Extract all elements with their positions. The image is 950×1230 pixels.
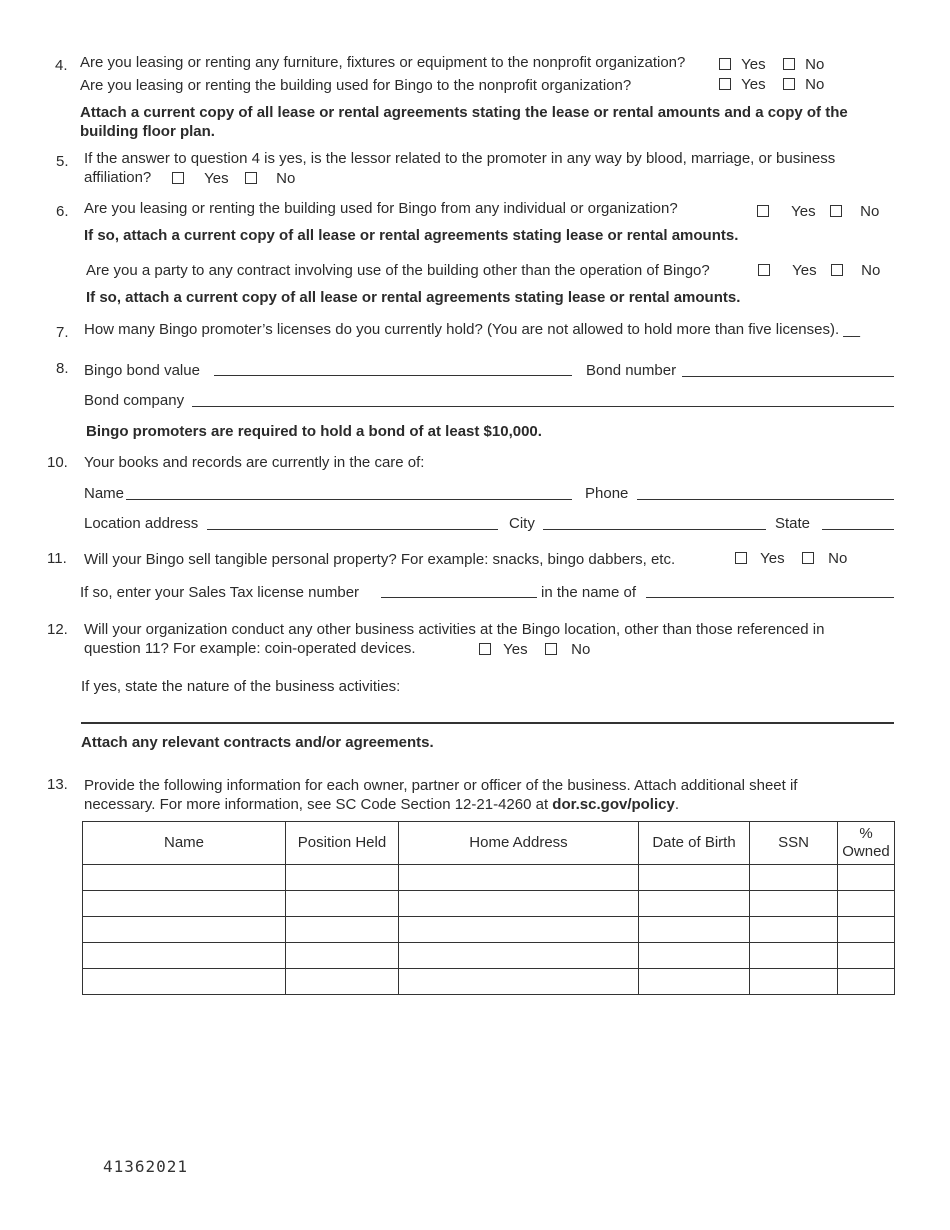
table-row [83,865,895,891]
q6b-yes-label: Yes [792,262,817,279]
bond-requirement-note: Bingo promoters are required to hold a bond of at least $10,000. [86,423,542,440]
q4a-yes-option[interactable] [719,56,766,73]
sales-tax-license-label: If so, enter your Sales Tax license number [80,584,360,601]
table-cell[interactable] [83,943,286,969]
q4-number: 4. [55,57,68,74]
q6b-no-label: No [861,262,881,279]
q11-text: Will your Bingo sell tangible personal property? For example: snacks, bingo dabbers, etc. [84,551,676,568]
q7-text: How many Bingo promoter’s licenses do you currently hold? (You are not allowed to hold more than five licenses). __ [84,321,860,338]
q8-number: 8. [56,360,69,377]
table-cell[interactable] [639,969,750,995]
q4-attach-note-line1: Attach a current copy of all lease or rental agreements stating the lease or rental amounts and a copy of the [80,104,848,121]
owners-table [82,821,895,995]
q5-text-line2: affiliation? [84,169,152,186]
q11-yes-option[interactable] [735,550,785,567]
q11-number: 11. [47,550,67,567]
q13-text-line2-body: necessary. For more information, see SC Code Section 12-21-4260 at [84,796,549,813]
records-name-field[interactable] [126,499,572,500]
q6a-yes-label: Yes [791,203,816,220]
table-row [83,969,895,995]
q4a-no-label: No [805,56,825,73]
q4a-no-checkbox[interactable] [783,58,795,70]
table-cell[interactable] [399,891,639,917]
q13-text-line1: Provide the following information for each owner, partner or officer of the business. Attach additional sheet if [84,777,798,794]
bond-value-label: Bingo bond value [84,362,200,379]
records-phone-label: Phone [585,485,629,502]
q4-text-furniture: Are you leasing or renting any furniture, fixtures or equipment to the nonprofit organization? [80,54,686,71]
table-cell[interactable] [399,969,639,995]
q4a-no-option[interactable] [783,56,824,73]
q5-no-option[interactable] [245,170,295,187]
records-city-field[interactable] [543,529,766,530]
col-header-percent: % [859,825,873,842]
table-cell[interactable] [639,891,750,917]
q4b-yes-option[interactable] [719,76,766,93]
col-header-ssn: SSN [750,822,838,865]
table-cell[interactable] [838,943,895,969]
table-cell[interactable] [750,969,838,995]
table-cell[interactable] [750,917,838,943]
table-cell[interactable] [750,943,838,969]
sales-tax-license-field[interactable] [381,597,537,598]
q5-yes-label: Yes [204,170,229,187]
q5-no-label: No [276,170,296,187]
table-cell[interactable] [286,969,399,995]
q6a-no-checkbox[interactable] [830,205,842,217]
records-location-field[interactable] [207,529,498,530]
table-cell[interactable] [750,891,838,917]
q6a-no-option[interactable] [830,203,879,220]
table-cell[interactable] [750,865,838,891]
bond-number-field[interactable] [682,376,894,377]
col-header-date-of-birth: Date of Birth [639,822,750,865]
q5-text-line1: If the answer to question 4 is yes, is the lessor related to the promoter in any way by blood, marriage, or business [84,150,836,167]
table-cell[interactable] [399,917,639,943]
q5-no-checkbox[interactable] [245,172,257,184]
q12-yes-option[interactable] [479,641,528,658]
q6-text-building: Are you leasing or renting the building used for Bingo from any individual or organization? [84,200,678,217]
bond-company-label: Bond company [84,392,185,409]
table-cell[interactable] [286,891,399,917]
q11-yes-checkbox[interactable] [735,552,747,564]
q13-period: . [674,796,680,813]
table-cell[interactable] [83,969,286,995]
q5-number: 5. [56,153,69,170]
table-cell[interactable] [639,943,750,969]
q12-nature-label: If yes, state the nature of the business activities: [81,678,401,695]
q4a-yes-checkbox[interactable] [719,58,731,70]
q12-number: 12. [47,621,68,638]
q11-no-label: No [828,550,848,567]
records-location-label: Location address [84,515,199,532]
q7-number: 7. [56,324,69,341]
q6b-yes-checkbox[interactable] [758,264,770,276]
q4b-yes-label: Yes [741,76,766,93]
q4-text-building: Are you leasing or renting the building used for Bingo to the nonprofit organization? [80,77,632,94]
q12-no-checkbox[interactable] [545,643,557,655]
q13-text-line2 [84,796,679,813]
records-state-field[interactable] [822,529,894,530]
q6-text-contract: Are you a party to any contract involving use of the building other than the operation of Bingo? [86,262,710,279]
q6-attach-note-b: If so, attach a current copy of all lease or rental agreements stating lease or rental amounts. [86,289,741,306]
table-cell[interactable] [838,865,895,891]
bond-value-field[interactable] [214,375,572,376]
q6b-yes-option[interactable] [758,262,817,279]
q11-no-checkbox[interactable] [802,552,814,564]
bond-number-label: Bond number [586,362,677,379]
table-cell[interactable] [286,865,399,891]
q12-attach-note: Attach any relevant contracts and/or agreements. [81,734,434,751]
q12-nature-field[interactable] [81,722,894,724]
bond-company-field[interactable] [192,406,894,407]
q5-yes-option[interactable] [172,170,229,187]
q4b-no-option[interactable] [783,76,824,93]
q4-attach-note-line2: building floor plan. [80,123,215,140]
col-header-name: Name [83,822,286,865]
q10-text: Your books and records are currently in the care of: [84,454,425,471]
q5-yes-checkbox[interactable] [172,172,184,184]
table-cell[interactable] [838,891,895,917]
table-row [83,943,895,969]
col-header-percent-owned [838,822,895,865]
table-cell[interactable] [286,917,399,943]
q12-yes-checkbox[interactable] [479,643,491,655]
table-row [83,891,895,917]
q12-text-line2: question 11? For example: coin-operated devices. [84,640,416,657]
q12-no-label: No [571,641,591,658]
q6-attach-note-a: If so, attach a current copy of all lease or rental agreements stating lease or rental amounts. [84,227,739,244]
table-cell[interactable] [286,943,399,969]
q10-number: 10. [47,454,68,471]
q4b-no-label: No [805,76,825,93]
table-cell[interactable] [838,969,895,995]
q6-number: 6. [56,203,69,220]
license-name-of-field[interactable] [646,597,894,598]
q6b-no-option[interactable] [831,262,880,279]
form-code: 41362021 [103,1157,189,1176]
q11-yes-label: Yes [760,550,785,567]
q12-yes-label: Yes [503,641,528,658]
table-cell[interactable] [838,917,895,943]
q6a-yes-option[interactable] [757,203,816,220]
owners-table-header [83,822,895,865]
q4a-yes-label: Yes [741,56,766,73]
q11-no-option[interactable] [802,550,847,567]
table-cell[interactable] [639,917,750,943]
q12-no-option[interactable] [545,641,590,658]
table-cell[interactable] [83,917,286,943]
policy-link[interactable]: dor.sc.gov/policy [552,796,675,813]
q13-number: 13. [47,776,68,793]
col-header-position: Position Held [286,822,399,865]
q6a-no-label: No [860,203,880,220]
q4b-no-checkbox[interactable] [783,78,795,90]
records-name-label: Name [84,485,125,502]
table-cell[interactable] [399,865,639,891]
table-cell[interactable] [83,891,286,917]
records-state-label: State [775,515,811,532]
table-cell[interactable] [399,943,639,969]
table-cell[interactable] [83,865,286,891]
table-row [83,917,895,943]
col-header-owned: Owned [842,843,890,860]
q4b-yes-checkbox[interactable] [719,78,731,90]
q6a-yes-checkbox[interactable] [757,205,769,217]
license-name-of-label: in the name of [541,584,637,601]
col-header-home-address: Home Address [399,822,639,865]
q12-text-line1: Will your organization conduct any other business activities at the Bingo location, other than those referenced in [84,621,825,638]
q6b-no-checkbox[interactable] [831,264,843,276]
records-city-label: City [509,515,535,532]
table-cell[interactable] [639,865,750,891]
records-phone-field[interactable] [637,499,894,500]
